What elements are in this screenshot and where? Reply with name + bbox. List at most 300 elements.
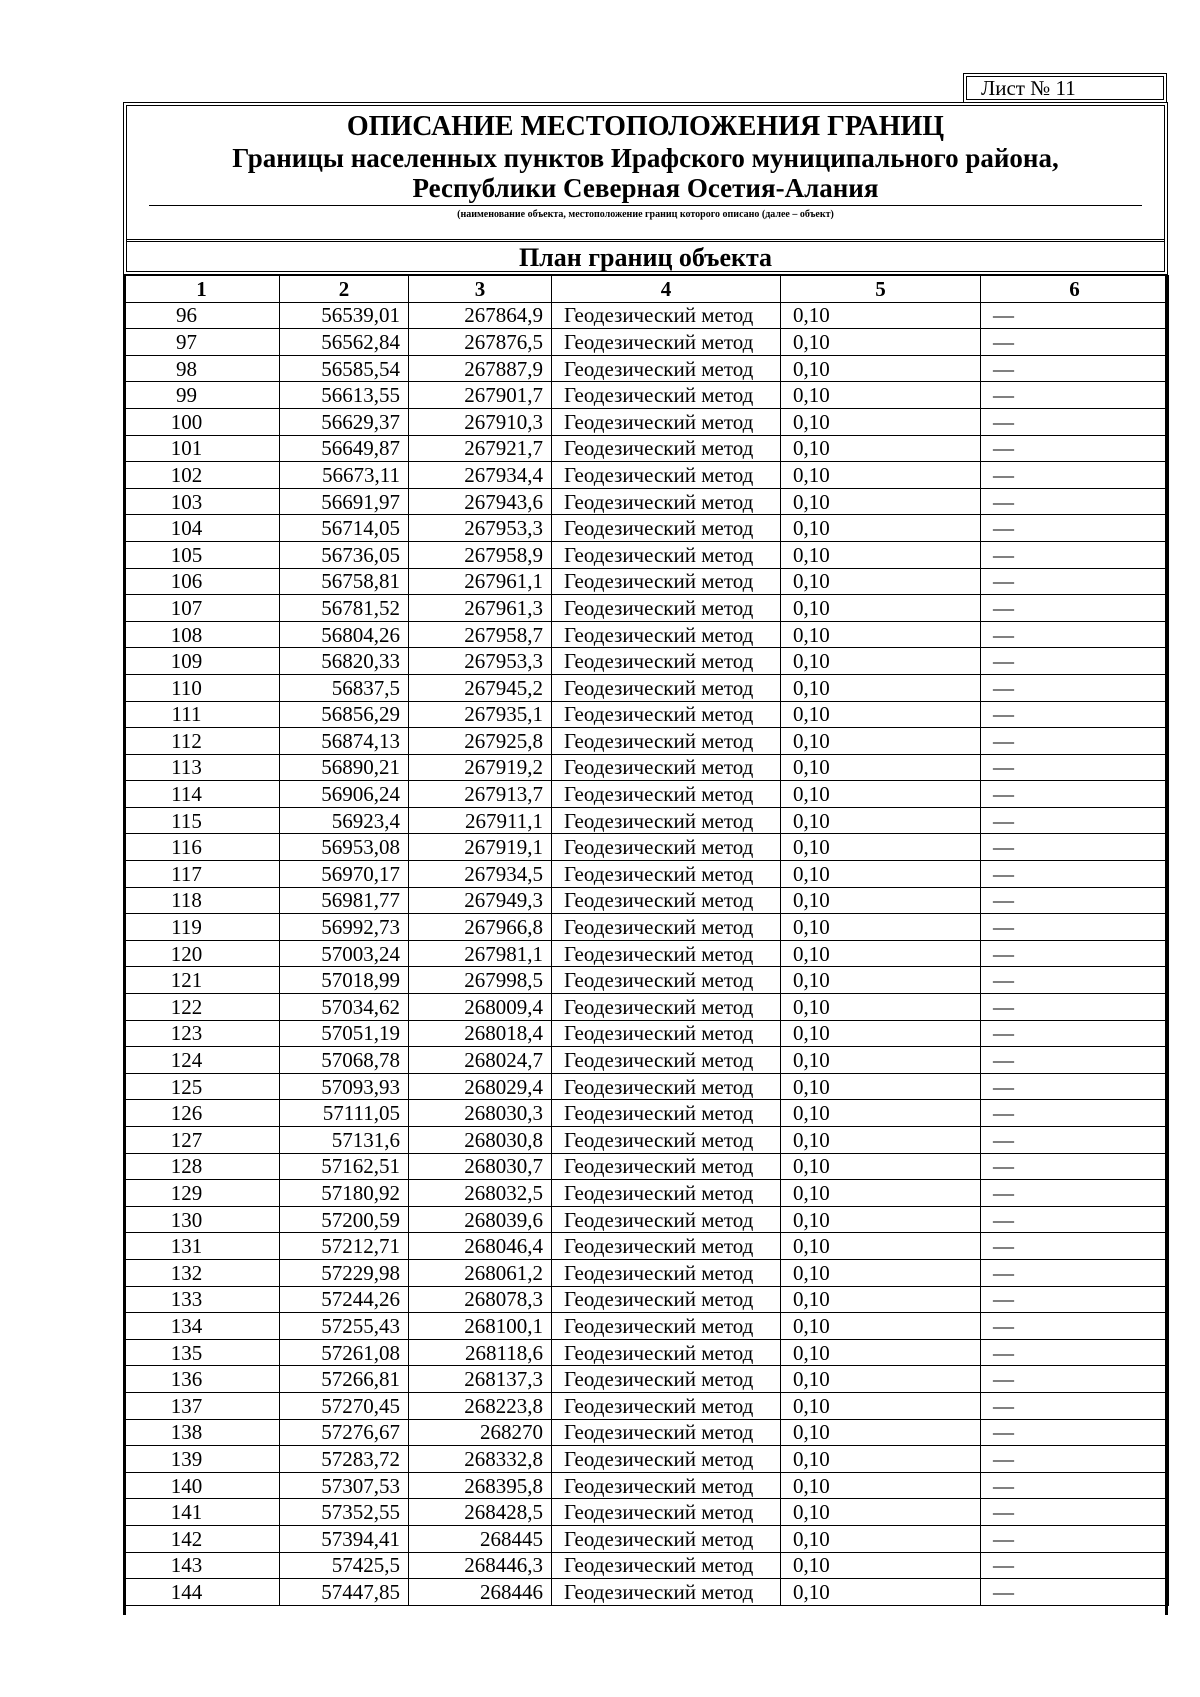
cell-description: — — [981, 648, 1169, 675]
cell-coordinate-y: 268024,7 — [409, 1047, 552, 1074]
cell-description: — — [981, 488, 1169, 515]
table-row — [124, 674, 1169, 701]
cell-coordinate-x: 57131,6 — [280, 1127, 409, 1154]
cell-method: Геодезический метод — [552, 1100, 781, 1127]
cell-coordinate-y: 267934,5 — [409, 861, 552, 888]
cell-coordinate-y: 268061,2 — [409, 1259, 552, 1286]
cell-accuracy: 0,10 — [781, 1286, 981, 1313]
cell-description: — — [981, 807, 1169, 834]
cell-point-number: 128 — [124, 1153, 280, 1180]
cell-coordinate-y: 267966,8 — [409, 914, 552, 941]
cell-coordinate-y: 267998,5 — [409, 967, 552, 994]
cell-coordinate-y: 268030,8 — [409, 1127, 552, 1154]
cell-description: — — [981, 1552, 1169, 1579]
cell-point-number: 143 — [124, 1552, 280, 1579]
cell-point-number: 114 — [124, 781, 280, 808]
table-row — [124, 1180, 1169, 1207]
cell-point-number: 111 — [124, 701, 280, 728]
table-row — [124, 568, 1169, 595]
object-name-underline — [149, 205, 1142, 206]
table-outer-border-right — [1165, 275, 1168, 1615]
table-row — [124, 462, 1169, 489]
cell-accuracy: 0,10 — [781, 1020, 981, 1047]
cell-accuracy: 0,10 — [781, 1499, 981, 1526]
column-header: 4 — [552, 276, 781, 303]
cell-method: Геодезический метод — [552, 1392, 781, 1419]
cell-description: — — [981, 568, 1169, 595]
object-name-caption: (наименование объекта, местоположение границ которого описано (далее – объект) — [457, 209, 834, 220]
cell-accuracy: 0,10 — [781, 621, 981, 648]
cell-point-number: 97 — [124, 329, 280, 356]
cell-coordinate-x: 57255,43 — [280, 1313, 409, 1340]
column-header: 1 — [124, 276, 280, 303]
cell-method: Геодезический метод — [552, 1366, 781, 1393]
cell-coordinate-y: 268270 — [409, 1419, 552, 1446]
cell-point-number: 136 — [124, 1366, 280, 1393]
cell-description: — — [981, 1313, 1169, 1340]
cell-method: Геодезический метод — [552, 1259, 781, 1286]
cell-method: Геодезический метод — [552, 994, 781, 1021]
cell-coordinate-y: 267934,4 — [409, 462, 552, 489]
cell-point-number: 99 — [124, 382, 280, 409]
cell-description: — — [981, 1472, 1169, 1499]
cell-point-number: 102 — [124, 462, 280, 489]
cell-accuracy: 0,10 — [781, 781, 981, 808]
cell-point-number: 108 — [124, 621, 280, 648]
cell-coordinate-y: 268009,4 — [409, 994, 552, 1021]
cell-coordinate-y: 268118,6 — [409, 1339, 552, 1366]
cell-accuracy: 0,10 — [781, 674, 981, 701]
cell-description: — — [981, 940, 1169, 967]
cell-method: Геодезический метод — [552, 1339, 781, 1366]
table-row — [124, 994, 1169, 1021]
cell-coordinate-y: 267864,9 — [409, 302, 552, 329]
cell-description: — — [981, 1339, 1169, 1366]
cell-accuracy: 0,10 — [781, 595, 981, 622]
table-row — [124, 1472, 1169, 1499]
cell-coordinate-y: 268100,1 — [409, 1313, 552, 1340]
cell-method: Геодезический метод — [552, 728, 781, 755]
cell-coordinate-x: 56562,84 — [280, 329, 409, 356]
document-title: ОПИСАНИЕ МЕСТОПОЛОЖЕНИЯ ГРАНИЦ — [346, 111, 945, 142]
cell-accuracy: 0,10 — [781, 1180, 981, 1207]
table-row — [124, 1100, 1169, 1127]
cell-point-number: 106 — [124, 568, 280, 595]
cell-method: Геодезический метод — [552, 1525, 781, 1552]
cell-description: — — [981, 621, 1169, 648]
cell-coordinate-x: 56890,21 — [280, 754, 409, 781]
cell-accuracy: 0,10 — [781, 1392, 981, 1419]
cell-coordinate-x: 57261,08 — [280, 1339, 409, 1366]
cell-coordinate-y: 268223,8 — [409, 1392, 552, 1419]
cell-coordinate-y: 268018,4 — [409, 1020, 552, 1047]
cell-coordinate-x: 57270,45 — [280, 1392, 409, 1419]
cell-method: Геодезический метод — [552, 302, 781, 329]
cell-description: — — [981, 1579, 1169, 1606]
table-body — [124, 302, 1169, 1605]
table-row — [124, 1339, 1169, 1366]
cell-description: — — [981, 541, 1169, 568]
table-row — [124, 382, 1169, 409]
cell-description: — — [981, 967, 1169, 994]
cell-description: — — [981, 1073, 1169, 1100]
cell-coordinate-y: 267943,6 — [409, 488, 552, 515]
sheet-number-box — [963, 73, 1167, 103]
table-row — [124, 834, 1169, 861]
cell-accuracy: 0,10 — [781, 914, 981, 941]
table-row — [124, 1233, 1169, 1260]
cell-coordinate-x: 57034,62 — [280, 994, 409, 1021]
cell-coordinate-y: 267876,5 — [409, 329, 552, 356]
cell-point-number: 112 — [124, 728, 280, 755]
cell-point-number: 142 — [124, 1525, 280, 1552]
cell-point-number: 100 — [124, 408, 280, 435]
cell-point-number: 134 — [124, 1313, 280, 1340]
cell-method: Геодезический метод — [552, 887, 781, 914]
cell-description: — — [981, 1233, 1169, 1260]
cell-method: Геодезический метод — [552, 568, 781, 595]
cell-method: Геодезический метод — [552, 462, 781, 489]
table-row — [124, 648, 1169, 675]
cell-method: Геодезический метод — [552, 1127, 781, 1154]
cell-description: — — [981, 1419, 1169, 1446]
cell-coordinate-y: 267953,3 — [409, 648, 552, 675]
cell-description: — — [981, 1286, 1169, 1313]
table-outer-border-left — [123, 275, 126, 1615]
table-row — [124, 1446, 1169, 1473]
cell-point-number: 117 — [124, 861, 280, 888]
column-header: 6 — [981, 276, 1169, 303]
table-row — [124, 781, 1169, 808]
cell-coordinate-y: 267919,1 — [409, 834, 552, 861]
cell-method: Геодезический метод — [552, 1047, 781, 1074]
cell-coordinate-x: 57212,71 — [280, 1233, 409, 1260]
cell-coordinate-y: 267961,3 — [409, 595, 552, 622]
cell-coordinate-x: 57425,5 — [280, 1552, 409, 1579]
cell-description: — — [981, 728, 1169, 755]
cell-description: — — [981, 408, 1169, 435]
column-header: 2 — [280, 276, 409, 303]
cell-method: Геодезический метод — [552, 1233, 781, 1260]
boundary-points-table — [123, 275, 1169, 1606]
table-row — [124, 887, 1169, 914]
cell-coordinate-x: 57111,05 — [280, 1100, 409, 1127]
table-row — [124, 1525, 1169, 1552]
cell-method: Геодезический метод — [552, 1499, 781, 1526]
cell-description: — — [981, 1366, 1169, 1393]
cell-method: Геодезический метод — [552, 1020, 781, 1047]
cell-method: Геодезический метод — [552, 781, 781, 808]
cell-coordinate-x: 56629,37 — [280, 408, 409, 435]
cell-method: Геодезический метод — [552, 834, 781, 861]
table-row — [124, 1419, 1169, 1446]
cell-description: — — [981, 674, 1169, 701]
column-header: 3 — [409, 276, 552, 303]
cell-accuracy: 0,10 — [781, 967, 981, 994]
cell-description: — — [981, 515, 1169, 542]
plan-title: План границ объекта — [518, 243, 773, 272]
cell-coordinate-y: 268446,3 — [409, 1552, 552, 1579]
table-row — [124, 1552, 1169, 1579]
table-row — [124, 1392, 1169, 1419]
cell-method: Геодезический метод — [552, 621, 781, 648]
cell-point-number: 132 — [124, 1259, 280, 1286]
cell-method: Геодезический метод — [552, 1180, 781, 1207]
cell-coordinate-y: 268332,8 — [409, 1446, 552, 1473]
cell-coordinate-x: 57244,26 — [280, 1286, 409, 1313]
cell-point-number: 98 — [124, 355, 280, 382]
cell-accuracy: 0,10 — [781, 701, 981, 728]
cell-point-number: 139 — [124, 1446, 280, 1473]
cell-description: — — [981, 382, 1169, 409]
cell-accuracy: 0,10 — [781, 1233, 981, 1260]
cell-point-number: 138 — [124, 1419, 280, 1446]
cell-point-number: 103 — [124, 488, 280, 515]
table-row — [124, 302, 1169, 329]
cell-method: Геодезический метод — [552, 1446, 781, 1473]
table-row — [124, 515, 1169, 542]
cell-coordinate-x: 56736,05 — [280, 541, 409, 568]
cell-point-number: 118 — [124, 887, 280, 914]
table-row — [124, 408, 1169, 435]
cell-description: — — [981, 595, 1169, 622]
cell-coordinate-y: 268395,8 — [409, 1472, 552, 1499]
cell-point-number: 144 — [124, 1579, 280, 1606]
cell-coordinate-x: 57003,24 — [280, 940, 409, 967]
table-row — [124, 754, 1169, 781]
cell-point-number: 122 — [124, 994, 280, 1021]
cell-accuracy: 0,10 — [781, 807, 981, 834]
cell-coordinate-y: 267958,7 — [409, 621, 552, 648]
cell-method: Геодезический метод — [552, 1313, 781, 1340]
table-row — [124, 1259, 1169, 1286]
cell-point-number: 129 — [124, 1180, 280, 1207]
table-row — [124, 488, 1169, 515]
cell-method: Геодезический метод — [552, 754, 781, 781]
cell-accuracy: 0,10 — [781, 1073, 981, 1100]
cell-coordinate-x: 56837,5 — [280, 674, 409, 701]
cell-coordinate-x: 57180,92 — [280, 1180, 409, 1207]
cell-accuracy: 0,10 — [781, 1552, 981, 1579]
cell-coordinate-x: 56758,81 — [280, 568, 409, 595]
cell-coordinate-x: 56992,73 — [280, 914, 409, 941]
cell-point-number: 131 — [124, 1233, 280, 1260]
cell-coordinate-y: 267925,8 — [409, 728, 552, 755]
column-header: 5 — [781, 276, 981, 303]
cell-point-number: 141 — [124, 1499, 280, 1526]
table-row — [124, 1366, 1169, 1393]
cell-accuracy: 0,10 — [781, 1153, 981, 1180]
table-row — [124, 1499, 1169, 1526]
cell-coordinate-x: 57018,99 — [280, 967, 409, 994]
cell-method: Геодезический метод — [552, 488, 781, 515]
cell-accuracy: 0,10 — [781, 1446, 981, 1473]
cell-method: Геодезический метод — [552, 1552, 781, 1579]
cell-accuracy: 0,10 — [781, 1259, 981, 1286]
cell-coordinate-x: 56906,24 — [280, 781, 409, 808]
cell-coordinate-x: 57200,59 — [280, 1206, 409, 1233]
cell-point-number: 124 — [124, 1047, 280, 1074]
cell-coordinate-y: 267919,2 — [409, 754, 552, 781]
cell-accuracy: 0,10 — [781, 1206, 981, 1233]
cell-description: — — [981, 754, 1169, 781]
table-row — [124, 329, 1169, 356]
cell-description: — — [981, 329, 1169, 356]
cell-point-number: 116 — [124, 834, 280, 861]
cell-description: — — [981, 1047, 1169, 1074]
cell-coordinate-y: 268428,5 — [409, 1499, 552, 1526]
cell-coordinate-y: 267921,7 — [409, 435, 552, 462]
cell-method: Геодезический метод — [552, 1579, 781, 1606]
cell-accuracy: 0,10 — [781, 1419, 981, 1446]
table-row — [124, 1047, 1169, 1074]
cell-method: Геодезический метод — [552, 355, 781, 382]
cell-accuracy: 0,10 — [781, 1339, 981, 1366]
cell-accuracy: 0,10 — [781, 1047, 981, 1074]
cell-point-number: 140 — [124, 1472, 280, 1499]
cell-accuracy: 0,10 — [781, 887, 981, 914]
cell-coordinate-x: 57276,67 — [280, 1419, 409, 1446]
cell-coordinate-x: 56781,52 — [280, 595, 409, 622]
cell-method: Геодезический метод — [552, 861, 781, 888]
cell-method: Геодезический метод — [552, 1419, 781, 1446]
table-row — [124, 861, 1169, 888]
cell-point-number: 101 — [124, 435, 280, 462]
cell-accuracy: 0,10 — [781, 1127, 981, 1154]
cell-description: — — [981, 781, 1169, 808]
cell-point-number: 130 — [124, 1206, 280, 1233]
table-row — [124, 435, 1169, 462]
cell-point-number: 115 — [124, 807, 280, 834]
cell-method: Геодезический метод — [552, 1206, 781, 1233]
cell-coordinate-y: 267981,1 — [409, 940, 552, 967]
object-name-line-1: Границы населенных пунктов Ирафского муниципального района, — [232, 143, 1059, 173]
cell-coordinate-y: 267958,9 — [409, 541, 552, 568]
cell-coordinate-y: 267911,1 — [409, 807, 552, 834]
cell-accuracy: 0,10 — [781, 408, 981, 435]
cell-coordinate-x: 57394,41 — [280, 1525, 409, 1552]
cell-accuracy: 0,10 — [781, 302, 981, 329]
table-row — [124, 1153, 1169, 1180]
cell-coordinate-y: 267961,1 — [409, 568, 552, 595]
document-header — [123, 102, 1168, 275]
cell-coordinate-y: 267949,3 — [409, 887, 552, 914]
cell-point-number: 110 — [124, 674, 280, 701]
cell-coordinate-x: 57093,93 — [280, 1073, 409, 1100]
cell-coordinate-y: 268078,3 — [409, 1286, 552, 1313]
cell-coordinate-x: 56953,08 — [280, 834, 409, 861]
cell-accuracy: 0,10 — [781, 488, 981, 515]
cell-accuracy: 0,10 — [781, 568, 981, 595]
table-row — [124, 807, 1169, 834]
cell-method: Геодезический метод — [552, 807, 781, 834]
cell-method: Геодезический метод — [552, 1286, 781, 1313]
cell-coordinate-y: 267945,2 — [409, 674, 552, 701]
cell-method: Геодезический метод — [552, 674, 781, 701]
table-row — [124, 728, 1169, 755]
cell-description: — — [981, 1127, 1169, 1154]
cell-point-number: 133 — [124, 1286, 280, 1313]
cell-coordinate-x: 57307,53 — [280, 1472, 409, 1499]
cell-coordinate-y: 267953,3 — [409, 515, 552, 542]
cell-description: — — [981, 1392, 1169, 1419]
cell-method: Геодезический метод — [552, 408, 781, 435]
cell-coordinate-x: 56585,54 — [280, 355, 409, 382]
cell-method: Геодезический метод — [552, 914, 781, 941]
cell-coordinate-x: 57283,72 — [280, 1446, 409, 1473]
cell-coordinate-y: 268039,6 — [409, 1206, 552, 1233]
cell-coordinate-y: 267887,9 — [409, 355, 552, 382]
cell-coordinate-x: 56691,97 — [280, 488, 409, 515]
cell-coordinate-y: 267935,1 — [409, 701, 552, 728]
cell-coordinate-x: 56856,29 — [280, 701, 409, 728]
cell-coordinate-y: 267901,7 — [409, 382, 552, 409]
cell-accuracy: 0,10 — [781, 541, 981, 568]
cell-accuracy: 0,10 — [781, 355, 981, 382]
cell-coordinate-x: 57051,19 — [280, 1020, 409, 1047]
table-row — [124, 1579, 1169, 1606]
cell-point-number: 125 — [124, 1073, 280, 1100]
cell-point-number: 123 — [124, 1020, 280, 1047]
cell-accuracy: 0,10 — [781, 648, 981, 675]
cell-coordinate-x: 56804,26 — [280, 621, 409, 648]
cell-coordinate-x: 56613,55 — [280, 382, 409, 409]
cell-coordinate-y: 268137,3 — [409, 1366, 552, 1393]
cell-accuracy: 0,10 — [781, 515, 981, 542]
cell-method: Геодезический метод — [552, 701, 781, 728]
cell-description: — — [981, 1259, 1169, 1286]
cell-method: Геодезический метод — [552, 940, 781, 967]
cell-coordinate-y: 268029,4 — [409, 1073, 552, 1100]
object-name-line-2: Республики Северная Осетия-Алания — [412, 173, 879, 203]
cell-description: — — [981, 435, 1169, 462]
sheet-number: Лист № 11 — [981, 76, 1076, 100]
cell-description: — — [981, 1525, 1169, 1552]
table-row — [124, 967, 1169, 994]
cell-method: Геодезический метод — [552, 648, 781, 675]
cell-description: — — [981, 1499, 1169, 1526]
table-row — [124, 595, 1169, 622]
cell-point-number: 137 — [124, 1392, 280, 1419]
table-row — [124, 1313, 1169, 1340]
cell-method: Геодезический метод — [552, 1153, 781, 1180]
cell-coordinate-x: 57447,85 — [280, 1579, 409, 1606]
cell-coordinate-x: 56649,87 — [280, 435, 409, 462]
table-row — [124, 701, 1169, 728]
cell-point-number: 105 — [124, 541, 280, 568]
cell-method: Геодезический метод — [552, 515, 781, 542]
cell-coordinate-x: 56874,13 — [280, 728, 409, 755]
cell-description: — — [981, 701, 1169, 728]
cell-description: — — [981, 994, 1169, 1021]
cell-accuracy: 0,10 — [781, 1313, 981, 1340]
cell-coordinate-x: 56714,05 — [280, 515, 409, 542]
table-row — [124, 1127, 1169, 1154]
cell-accuracy: 0,10 — [781, 1100, 981, 1127]
cell-description: — — [981, 1180, 1169, 1207]
table-row — [124, 541, 1169, 568]
cell-accuracy: 0,10 — [781, 861, 981, 888]
cell-coordinate-x: 56673,11 — [280, 462, 409, 489]
cell-coordinate-x: 57162,51 — [280, 1153, 409, 1180]
cell-description: — — [981, 462, 1169, 489]
cell-accuracy: 0,10 — [781, 728, 981, 755]
cell-description: — — [981, 914, 1169, 941]
cell-method: Геодезический метод — [552, 1073, 781, 1100]
cell-description: — — [981, 1100, 1169, 1127]
table-row — [124, 1073, 1169, 1100]
cell-method: Геодезический метод — [552, 541, 781, 568]
